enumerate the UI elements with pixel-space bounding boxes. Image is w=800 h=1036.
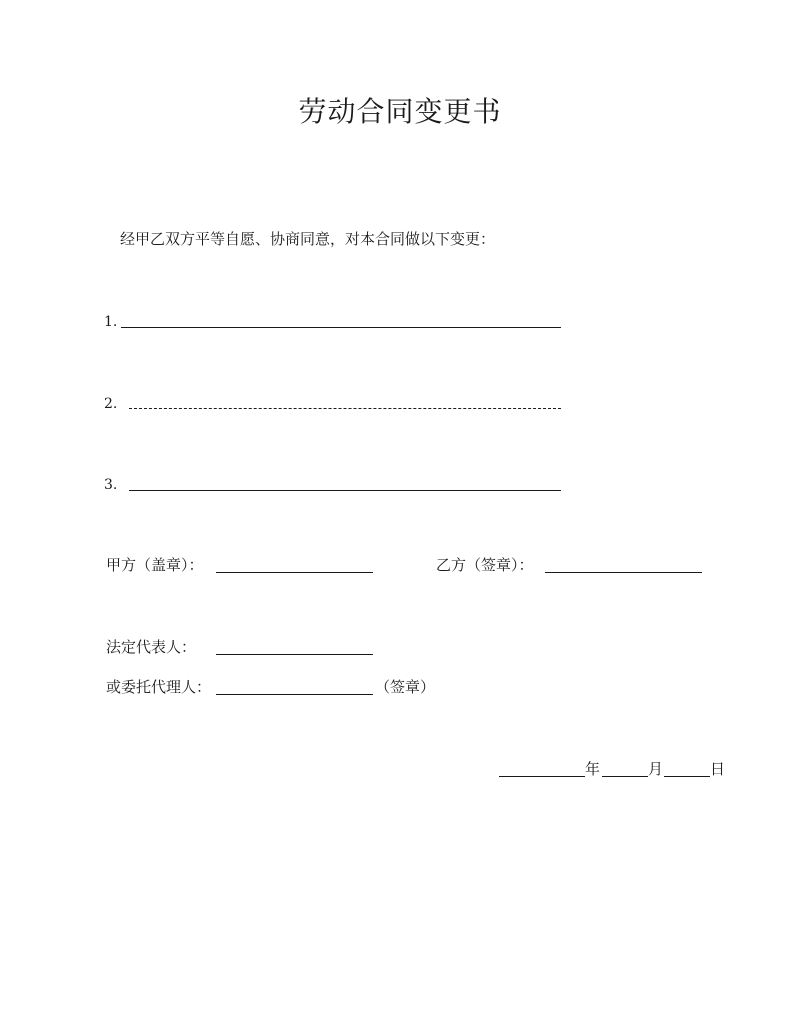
day-field[interactable] xyxy=(664,776,710,777)
change-item-2-field[interactable] xyxy=(129,408,561,409)
day-label: 日 xyxy=(710,760,726,778)
change-item-1 xyxy=(104,312,117,332)
document-title: 劳动合同变更书 xyxy=(298,95,502,128)
agent-signature-field[interactable] xyxy=(216,694,373,695)
item-number: 3. xyxy=(104,477,118,493)
party-a-signature-field[interactable] xyxy=(216,572,373,573)
year-field[interactable] xyxy=(499,776,585,777)
change-item-3-field[interactable] xyxy=(129,490,561,491)
change-item-2 xyxy=(104,394,117,414)
month-field[interactable] xyxy=(602,776,648,777)
item-number: 1. xyxy=(104,314,118,330)
change-item-3 xyxy=(104,475,117,495)
legal-rep-label: 法定代表人： xyxy=(106,638,197,656)
agent-label: 或委托代理人： xyxy=(106,678,212,696)
party-b-signature-field[interactable] xyxy=(545,572,702,573)
legal-rep-signature-field[interactable] xyxy=(216,654,373,655)
signature-note: （签章） xyxy=(375,678,436,696)
change-item-1-field[interactable] xyxy=(121,327,561,328)
party-a-label: 甲方（盖章）： xyxy=(106,556,204,574)
item-number: 2. xyxy=(104,396,118,412)
party-b-label: 乙方（签章）： xyxy=(436,556,534,574)
intro-paragraph: 经甲乙双方平等自愿、协商同意，对本合同做以下变更： xyxy=(120,230,496,248)
year-label: 年 xyxy=(585,760,601,778)
month-label: 月 xyxy=(648,760,664,778)
